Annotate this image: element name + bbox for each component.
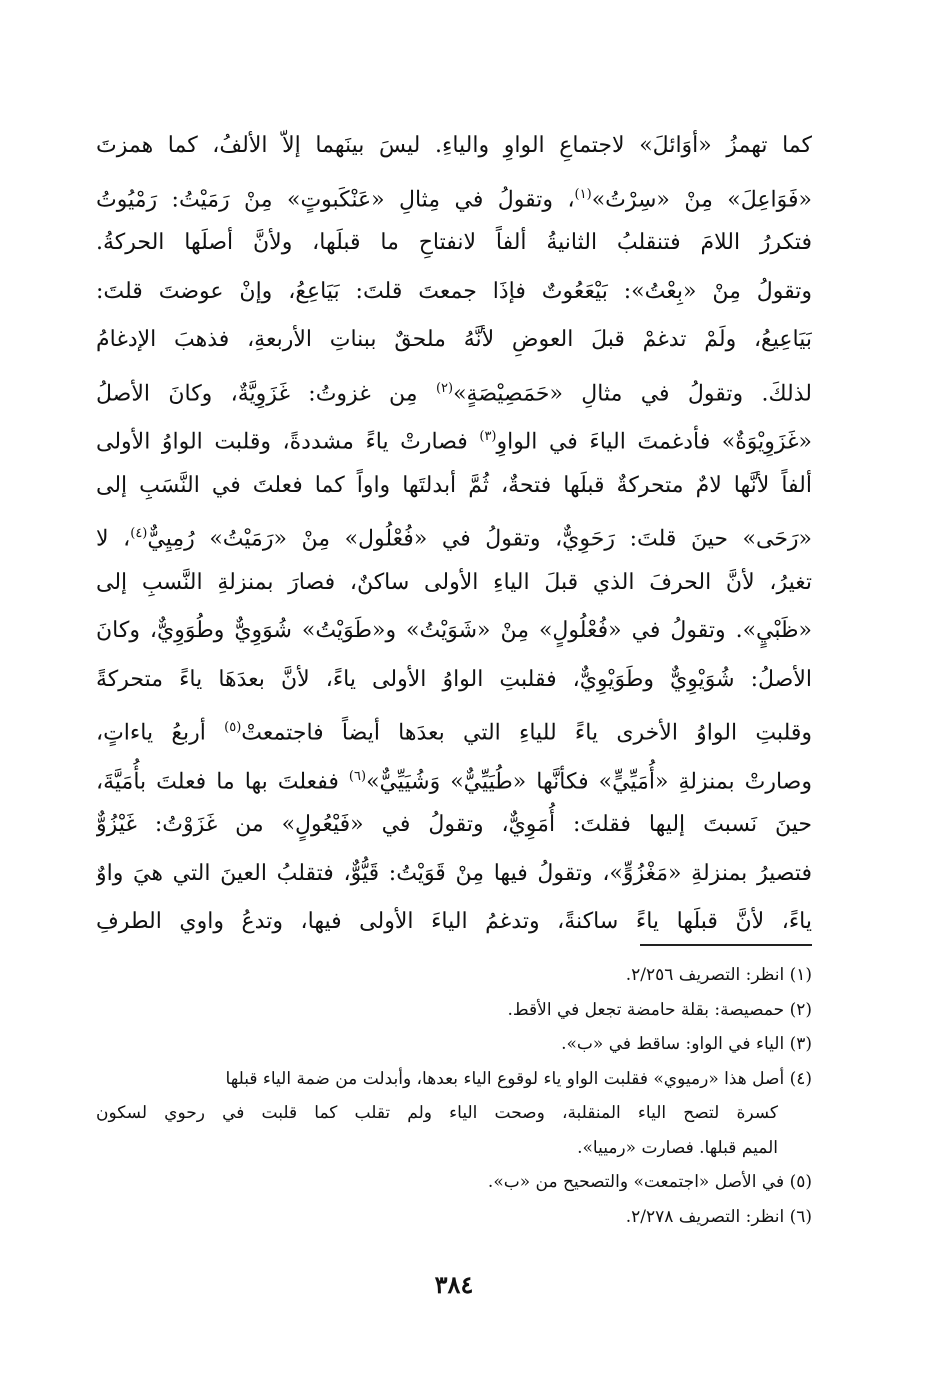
footnote-line: (٦) انظر: التصريف ٢/٢٧٨. xyxy=(625,1206,812,1227)
text-line: لذلكَ. وتقولُ في مثالِ «حَمَصِيْصَةٍ»$^{(٢)}$ مِن غزوتُ: غَزَوِيَّةٌ، وكانَ الأصلُ xyxy=(96,380,812,406)
footnote-line: (٤) أصل هذا «رميوي» فقلبت الواو ياء لوقوع الياء بعدها، وأبدلت من ضمة الياء قبلها xyxy=(225,1068,812,1089)
text-line: كما تهمزُ «أوَائلَ» لاجتماعِ الواوِ والياءِ. ليسَ بينَهما إلاّ الألفُ، كما همزتَ xyxy=(96,133,812,158)
footnote-line: كسرة لتصح الياء المنقلبة، وصحت الياء ولم تقلب كما قلبت في رحوي لسكون xyxy=(96,1103,778,1123)
text-line: الأصلُ: شُوَيْوِيٌّ وطَوَيْوِيٌّ، فقلبتِ الواوُ الأولى ياءً، لأنَّ بعدَهَا ياءً متحركةً xyxy=(96,666,812,692)
text-line: وقلبتِ الواوُ الأخرى ياءً للياءِ التي بعدَها أيضاً فاجتمعتْ$^{(٥)}$ أربعُ ياءاتٍ، xyxy=(96,720,812,746)
footnote-line: (٣) الياء في الواو: ساقط في «ب». xyxy=(561,1034,812,1054)
text-line: ألفاً لأنَّها لامٌ متحركةٌ قبلَها فتحةٌ، ثُمَّ أبدلتَها واواً كما فعلتَ في النَّسَبِ إلى xyxy=(96,472,812,498)
footnote-line: (٥) في الأصل «اجتمعت» والتصحيح من «ب». xyxy=(487,1172,812,1192)
text-line: فتصيرُ بمنزلةِ «مَغْزُوٍّ»، وتقولُ فيها مِنْ قَوَيْتُ: قَيُّوٌّ، فتقلبُ العينَ التي هيَ واوٌ xyxy=(96,860,812,886)
footnote-line: (٢) حمصيصة: بقلة حامضة تجعل في الأقط. xyxy=(507,999,812,1020)
text-line: تغيرُ، لأنَّ الحرفَ الذي قبلَ الياءِ الأولى ساكنٌ، فصارَ بمنزلةِ النَّسبِ إلى xyxy=(96,569,812,595)
footnote-line: (١) انظر: التصريف ٢/٢٥٦. xyxy=(625,965,812,985)
book-page xyxy=(96,122,812,1352)
text-line: وتقولُ مِنْ «بِعْتُ»: بَيْعَعُوتٌ فإذَا جمعتَ قلتَ: بَيَاعِعُ، وإنْ عوضتَ قلتَ: xyxy=(96,278,812,304)
text-line: «غَزَوِيْوَةٌ» فأدغمتَ الياءَ في الواوِ$^{(٣)}$ فصارتْ ياءً مشددةً، وقلبت الواوُ الأولى xyxy=(96,429,812,455)
main-text-block xyxy=(96,122,812,947)
text-line: بَيَاعِيعُ، ولَمْ تدغمْ قبلَ العوضِ لأنَّهُ ملحقٌ ببناتِ الأربعةِ، فذهبَ الإدغامُ xyxy=(96,327,812,352)
text-line: حينَ نَسبتَ إليها فقلتَ: أُمَوِيٌّ، وتقولُ في «فَيْعُولٍ» من غَزَوْتُ: غَيْزُوٌّ xyxy=(96,812,812,837)
text-line: ياءً، لأنَّ قبلَها ياءً ساكنةً، وتدغمُ الياءَ الأولى فيها، وتدعُ واوي الطرفِ xyxy=(96,909,812,934)
footnote-separator-rule xyxy=(640,944,812,946)
text-line: فتكررُ اللامَ فتنقلبُ الثانيةُ ألفاً لانفتاحِ ما قبلَها، ولأنَّ أصلَها الحركةُ. xyxy=(96,230,812,255)
footnote-line: الميم قبلها. فصارت «رمييا». xyxy=(577,1137,778,1158)
page-number: ٣٨٤ xyxy=(434,1270,474,1299)
text-line: وصارتْ بمنزلةِ «أُمَيِّيٍّ» فكأنَّها «طُيَيِّيٌّ» وَشُيَيِّيٌّ»$^{(٦)}$ ففعلتَ بها ما فعلتَ بأُمَيَّةَ، xyxy=(96,768,812,794)
text-line: «فَوَاعِلَ» مِنْ «سِرْتُ»$^{(١)}$، وتقولُ في مِثالِ «عَنْكَبوتٍ» مِنْ رَمَيْتُ: رَمْيُوتُ xyxy=(96,186,812,212)
text-line: «ظَبْيٍ». وتقولُ في «فُعْلُولٍ» مِنْ «شَوَيْتُ» و«طَوَيْتُ» شُوَوِيٌّ وطُوَوِيٌّ، وكانَ xyxy=(96,618,812,643)
text-line: «رَحَى» حينَ قلتَ: رَحَوِيٌّ، وتقولُ في «فُعْلُول» مِنْ «رَمَيْتُ» رُمِيِيٌّ$^{(٤)}$، لا xyxy=(96,526,812,552)
footnotes-block xyxy=(96,958,812,1234)
